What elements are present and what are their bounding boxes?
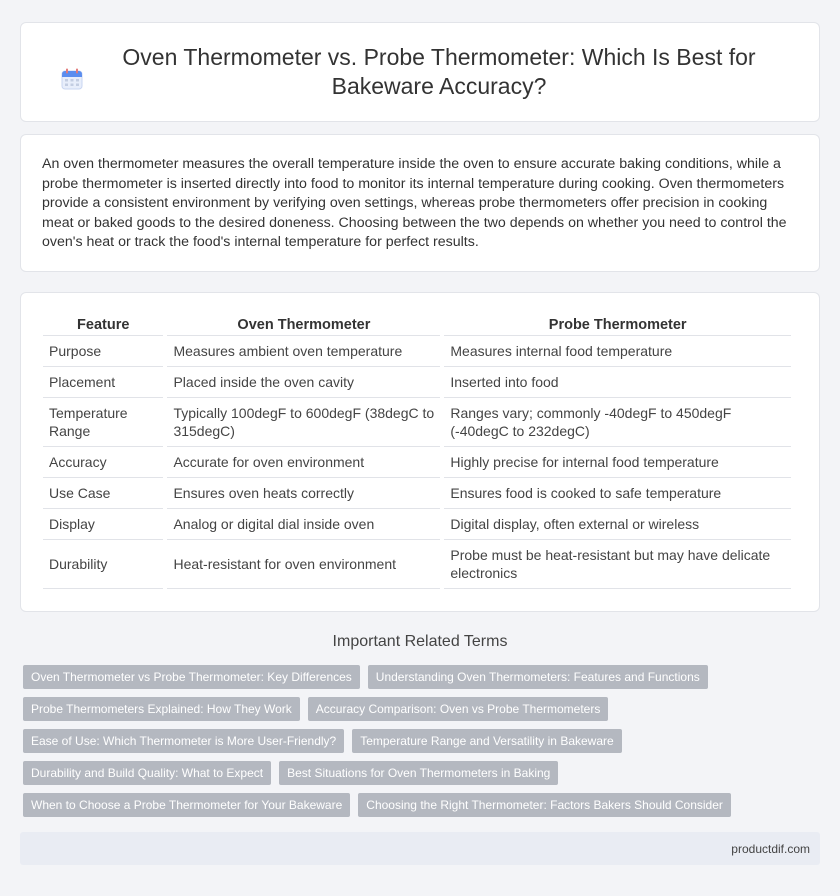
comparison-table-card bbox=[20, 292, 820, 612]
table-cell-feature: Display bbox=[43, 509, 163, 540]
related-term-tag[interactable]: Choosing the Right Thermometer: Factors Bakers Should Consider bbox=[358, 793, 731, 817]
tag-row bbox=[23, 729, 823, 753]
related-term-tag[interactable]: Accuracy Comparison: Oven vs Probe Thermometers bbox=[308, 697, 609, 721]
related-term-tag[interactable]: Best Situations for Oven Thermometers in Baking bbox=[279, 761, 558, 785]
table-row bbox=[43, 367, 791, 398]
related-term-tag[interactable]: Ease of Use: Which Thermometer is More User-Friendly? bbox=[23, 729, 344, 753]
table-cell-oven: Ensures oven heats correctly bbox=[167, 478, 440, 509]
table-header-row bbox=[43, 315, 791, 336]
table-header-oven: Oven Thermometer bbox=[167, 315, 440, 336]
table-cell-probe: Highly precise for internal food temperature bbox=[444, 447, 791, 478]
table-cell-probe: Ensures food is cooked to safe temperature bbox=[444, 478, 791, 509]
table-cell-oven: Heat-resistant for oven environment bbox=[167, 540, 440, 589]
related-term-tag[interactable]: Oven Thermometer vs Probe Thermometer: Key Differences bbox=[23, 665, 360, 689]
related-term-tag[interactable]: Temperature Range and Versatility in Bakeware bbox=[352, 729, 621, 753]
calendar-icon bbox=[60, 67, 84, 91]
related-term-tag[interactable]: Understanding Oven Thermometers: Features and Functions bbox=[368, 665, 708, 689]
related-terms-title: Important Related Terms bbox=[332, 633, 508, 650]
table-cell-oven: Measures ambient oven temperature bbox=[167, 336, 440, 367]
table-row bbox=[43, 336, 791, 367]
table-cell-probe: Ranges vary; commonly -40degF to 450degF (-40degC to 232degC) bbox=[444, 398, 791, 447]
table-cell-oven: Analog or digital dial inside oven bbox=[167, 509, 440, 540]
table-cell-probe: Probe must be heat-resistant but may have delicate electronics bbox=[444, 540, 791, 589]
table-cell-feature: Placement bbox=[43, 367, 163, 398]
tag-row bbox=[23, 793, 823, 817]
tag-row bbox=[23, 761, 823, 785]
footer-site-link[interactable]: productdif.com bbox=[731, 841, 810, 856]
related-term-tag[interactable]: When to Choose a Probe Thermometer for Your Bakeware bbox=[23, 793, 350, 817]
intro-paragraph: An oven thermometer measures the overall temperature inside the oven to ensure accurate baking conditions, while a probe thermometer is inserted directly into food to monitor its internal temperature during cooking. Oven thermometers provide a consistent environment by verifying oven settings, whereas probe thermometers offer precision in cooking meat or baked goods to the desired doneness. Choosing between the two depends on whether you need to control the oven's heat or track the food's internal temperature for perfect results. bbox=[42, 156, 787, 251]
related-term-tag[interactable]: Probe Thermometers Explained: How They Work bbox=[23, 697, 300, 721]
tag-row bbox=[23, 665, 823, 689]
table-cell-probe: Digital display, often external or wireless bbox=[444, 509, 791, 540]
table-cell-oven: Accurate for oven environment bbox=[167, 447, 440, 478]
footer-bar bbox=[20, 832, 820, 865]
table-cell-feature: Purpose bbox=[43, 336, 163, 367]
table-header-probe: Probe Thermometer bbox=[444, 315, 791, 336]
table-row bbox=[43, 478, 791, 509]
table-row bbox=[43, 540, 791, 589]
related-term-tag[interactable]: Durability and Build Quality: What to Expect bbox=[23, 761, 271, 785]
table-cell-probe: Measures internal food temperature bbox=[444, 336, 791, 367]
table-cell-feature: Use Case bbox=[43, 478, 163, 509]
related-terms-list bbox=[23, 665, 823, 825]
intro-card bbox=[20, 134, 820, 272]
header-card bbox=[20, 22, 820, 122]
table-row bbox=[43, 398, 791, 447]
page-title: Oven Thermometer vs. Probe Thermometer: Which Is Best for Bakeware Accuracy? bbox=[122, 44, 756, 99]
table-cell-feature: Durability bbox=[43, 540, 163, 589]
table-cell-oven: Placed inside the oven cavity bbox=[167, 367, 440, 398]
table-cell-oven: Typically 100degF to 600degF (38degC to 315degC) bbox=[167, 398, 440, 447]
table-row bbox=[43, 509, 791, 540]
table-row bbox=[43, 447, 791, 478]
table-cell-probe: Inserted into food bbox=[444, 367, 791, 398]
table-header-feature: Feature bbox=[43, 315, 163, 336]
comparison-table bbox=[39, 315, 795, 589]
tag-row bbox=[23, 697, 823, 721]
table-cell-feature: Temperature Range bbox=[43, 398, 163, 447]
table-cell-feature: Accuracy bbox=[43, 447, 163, 478]
